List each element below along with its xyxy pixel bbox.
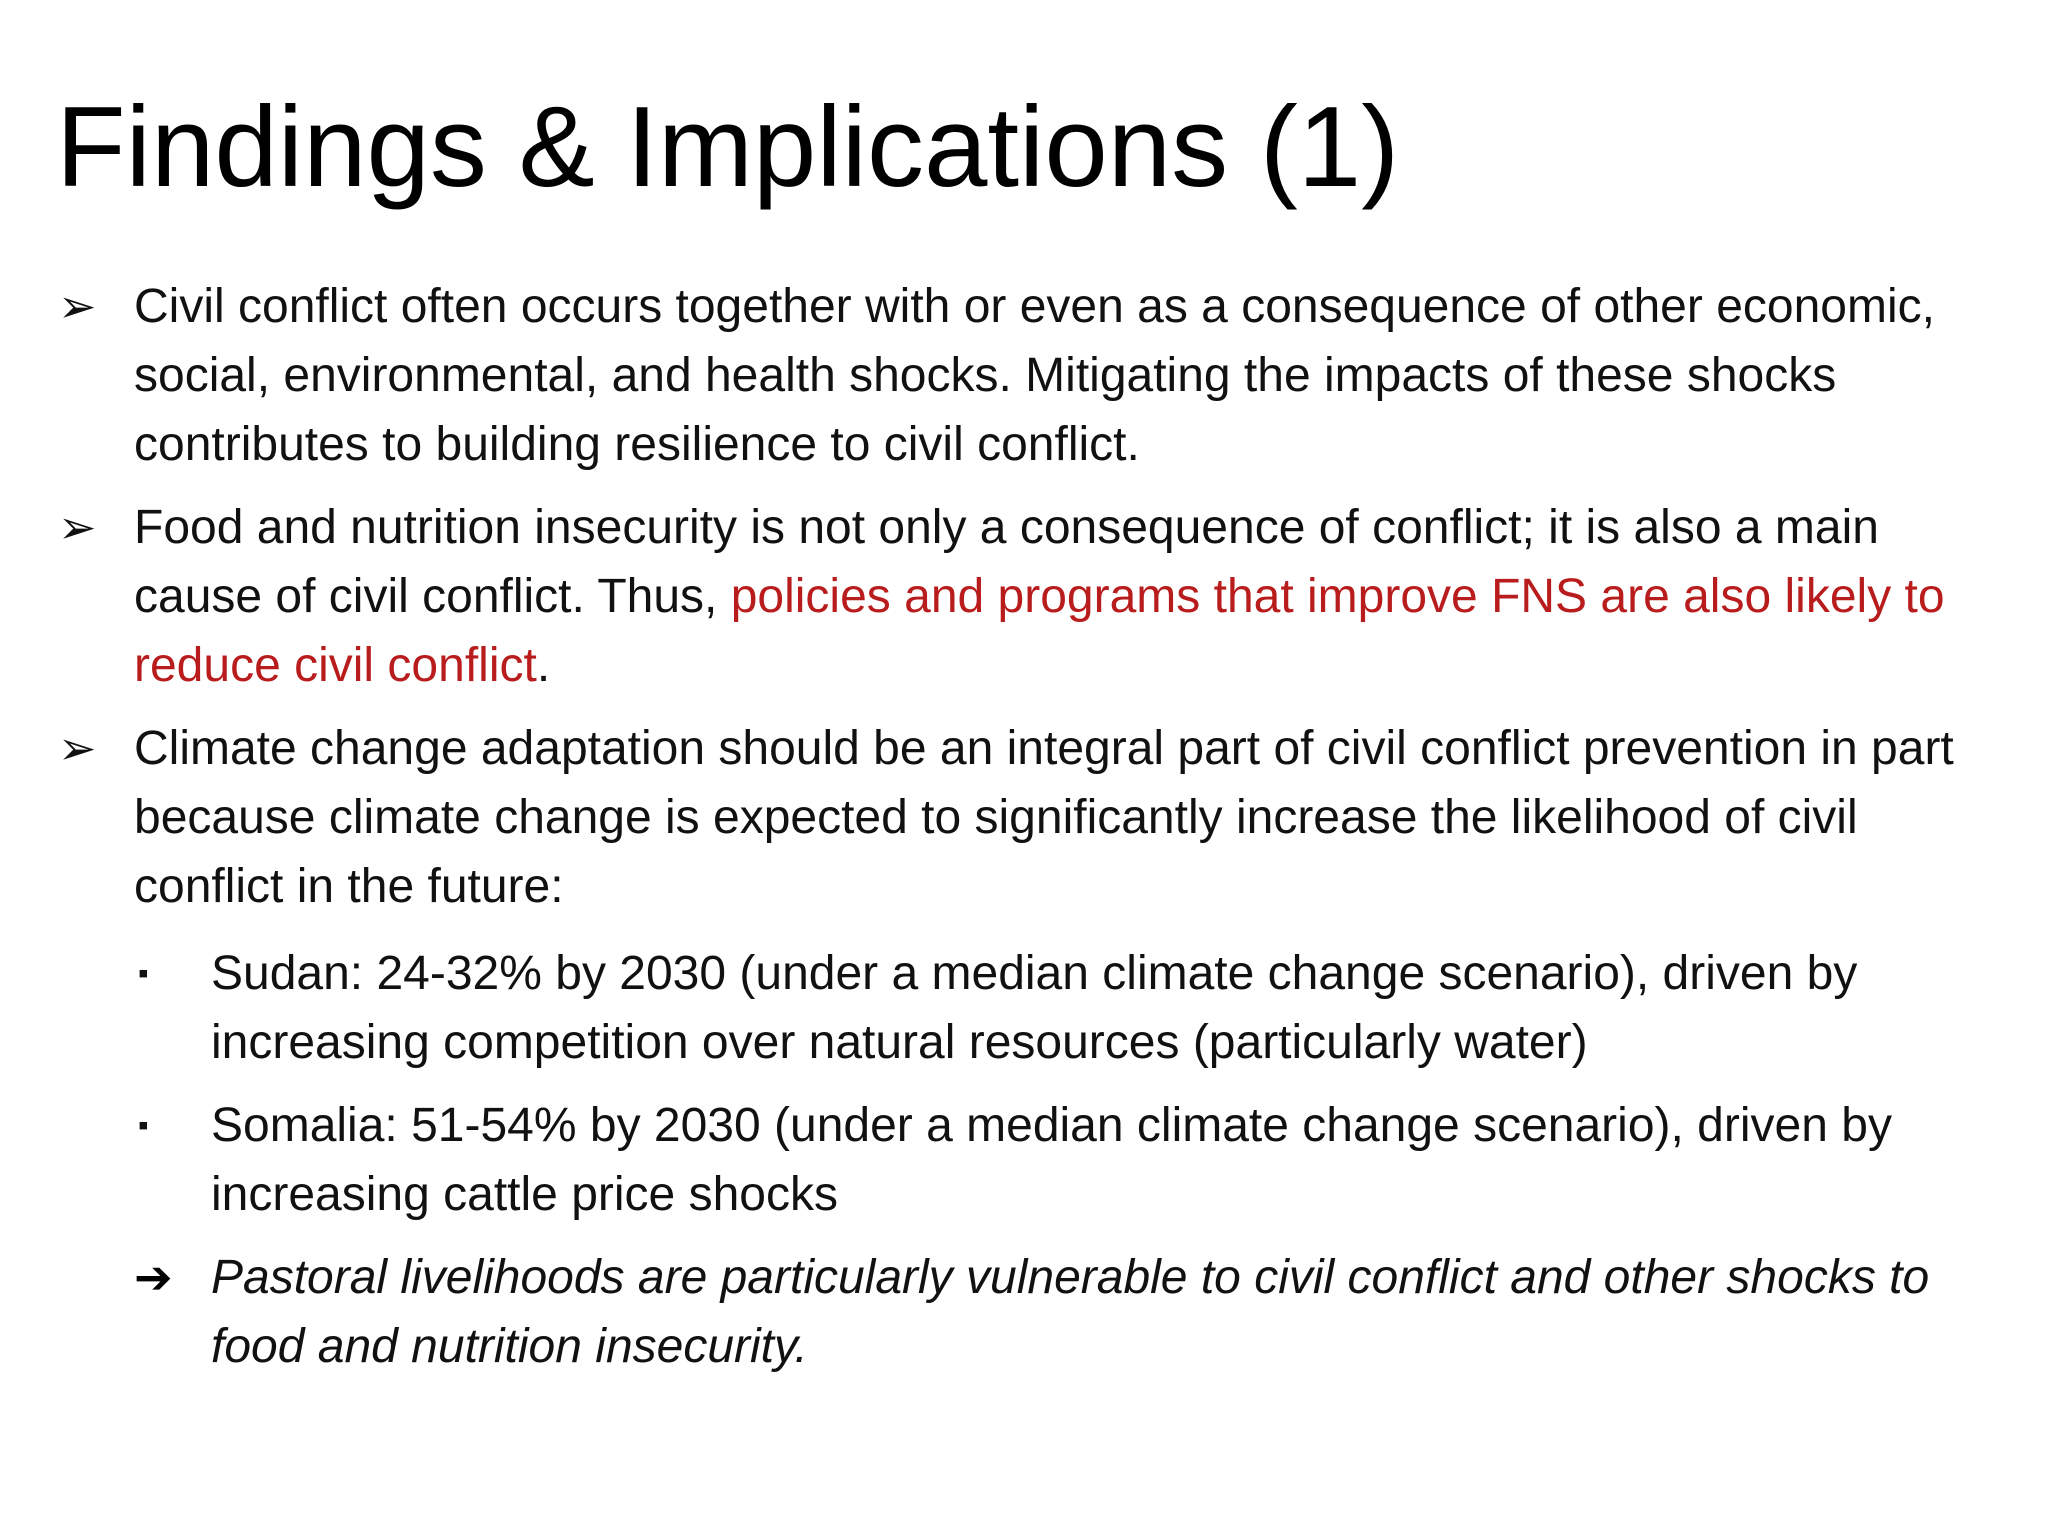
- arrowhead-bullet-icon: ➢: [58, 280, 97, 332]
- bullet-text: Civil conflict often occurs together with or even as a consequence of other economic, social, environmental, and health shocks. Mitigating the impacts of these shocks contributes to building resilience to civil conflict.: [134, 280, 1935, 471]
- arrowhead-bullet-icon: ➢: [58, 501, 97, 553]
- bullet-text-emphasis: policies and programs that improve FNS are also likely to reduce civil conflict: [134, 570, 1945, 692]
- bullet-text: [134, 493, 1988, 700]
- climate-sub-list: [58, 939, 1988, 1381]
- implication-text: Pastoral livelihoods are particularly vulnerable to civil conflict and other shocks to food and nutrition insecurity.: [211, 1251, 1930, 1373]
- sub-bullet-sudan: [134, 939, 1988, 1077]
- right-arrow-icon: ➔: [134, 1251, 173, 1303]
- arrowhead-bullet-icon: ➢: [58, 722, 97, 774]
- square-bullet-icon: ▪: [138, 957, 149, 990]
- square-bullet-icon: ▪: [138, 1109, 149, 1142]
- slide-title: Findings & Implications (1): [56, 84, 1400, 211]
- sub-bullet-text: Somalia: 51-54% by 2030 (under a median climate change scenario), driven by increasing cattle price shocks: [211, 1099, 1892, 1221]
- sub-bullet-somalia: [134, 1091, 1988, 1229]
- slide-content: [58, 272, 1988, 1381]
- sub-bullet-text: Sudan: 24-32% by 2030 (under a median climate change scenario), driven by increasing competition over natural resources (particularly water): [211, 947, 1858, 1069]
- implication-pastoral-livelihoods: [134, 1243, 1988, 1381]
- bullet-text-end: .: [536, 639, 551, 692]
- bullet-food-nutrition-insecurity: [58, 493, 1988, 700]
- bullet-text-lead: Food and nutrition insecurity is not only a consequence of conflict; it is also a main cause of civil conflict. Thus,: [134, 501, 1879, 623]
- bullet-climate-change-adaptation: [58, 714, 1988, 921]
- bullet-civil-conflict-shocks: [58, 272, 1988, 479]
- bullet-text: Climate change adaptation should be an integral part of civil conflict prevention in part because climate change is expected to significantly increase the likelihood of civil conflict in the future:: [134, 722, 1954, 913]
